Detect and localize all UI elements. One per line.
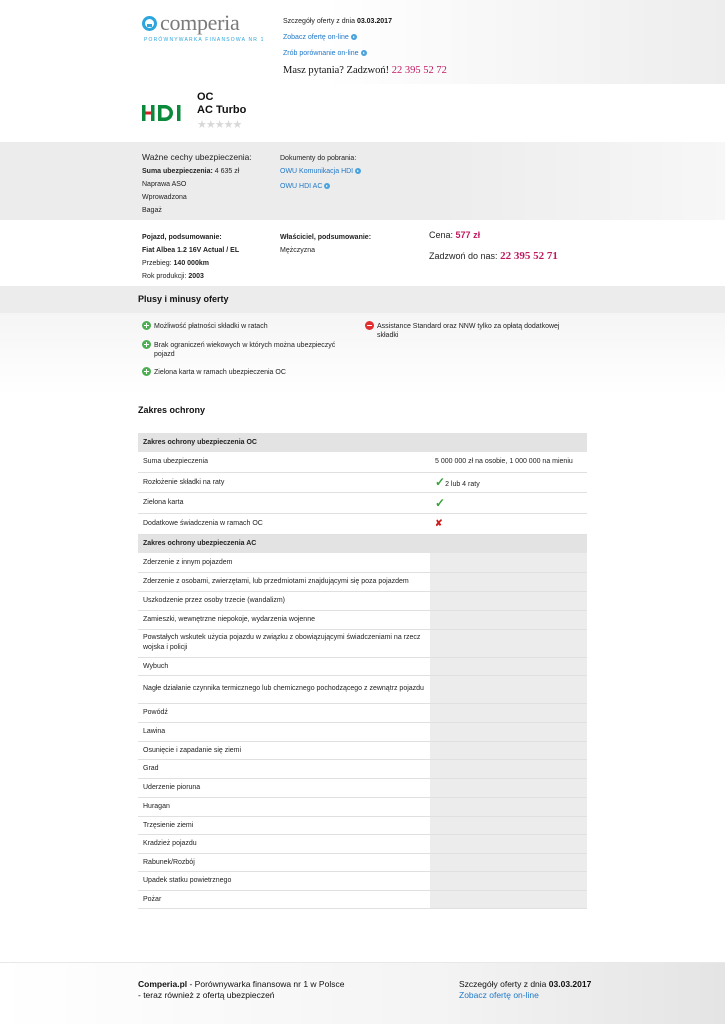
row-value-cell [430,553,587,572]
features-band [0,142,725,220]
row-label: Dodatkowe świadczenia w ramach OC [138,513,430,534]
row-value-cell [430,759,587,778]
offer-date: 03.03.2017 [356,18,392,25]
vehicle-model: Fiat Albea 1.2 16V Actual / EL [142,247,240,254]
footer-offer [459,979,591,1001]
question-text: Masz pytania? Zadzwoń! [283,65,390,76]
row-label: Lawina [138,722,430,741]
logo-tagline: PORÓWNYWARKA FINANSOWA NR 1 [144,37,265,43]
footer-brand: Comperia.pl [138,979,188,989]
footer-brand-text [138,979,344,1001]
oc-header-row [138,433,587,452]
table-row [138,741,587,759]
call-line [429,250,558,262]
key-features [142,152,252,217]
row-value-cell [430,797,587,816]
plus-icon [142,367,151,376]
star-icon: ★ [197,119,206,131]
call-phone-number[interactable]: 22 395 52 71 [500,250,558,262]
row-label: Zielona karta [138,492,430,513]
vehicle-title: Pojazd, podsumowanie: [142,234,222,241]
row-value-cell [430,675,587,703]
ac-header: Zakres ochrony ubezpieczenia AC [138,534,587,553]
row-value-cell [430,816,587,834]
price-box [429,230,558,262]
pro-item [142,368,352,377]
product-title [197,91,246,117]
pro-item [142,341,357,359]
footer-view-online-link[interactable]: Zobacz ofertę on-line [459,990,539,1000]
header-phone-line [283,65,447,76]
document-link[interactable]: OWU Komunikacja HDI [280,168,354,175]
table-row [138,472,587,492]
price-label: Cena: [429,230,454,240]
product-line-ac: AC Turbo [197,104,247,116]
call-label: Zadzwoń do nas: [429,251,498,261]
plus-icon [142,321,151,330]
documents-title: Dokumenty do pobrania: [280,155,357,162]
vehicle-year [142,270,239,283]
document-link[interactable]: OWU HDI AC [280,183,323,190]
pro-text: Możliwość płatności składki w ratach [154,323,268,330]
row-label: Zamieszki, wewnętrzne niepokoje, wydarzenia wojenne [138,610,430,629]
documents [280,152,361,193]
star-icon: ★ [232,119,242,131]
vehicle-mileage [142,257,239,270]
row-value-cell [430,890,587,908]
row-label: Uszkodzenie przez osoby trzecie (wandalizm) [138,591,430,610]
row-value-cell [430,629,587,657]
vehicle-summary [142,231,239,283]
table-row [138,492,587,513]
features-title: Ważne cechy ubezpieczenia: [142,152,252,162]
hdi-logo [142,104,184,122]
row-label: Rabunek/Rozbój [138,853,430,871]
year-label: Rok produkcji: [142,273,187,280]
rating-stars [197,118,241,131]
footer-offer-date: 03.03.2017 [548,979,592,989]
row-value: 5 000 000 zł na osobie, 1 000 000 na mieniu [430,452,587,472]
table-row [138,871,587,890]
pros-cons-title: Plusy i minusy oferty [138,294,229,304]
view-offer-online-link[interactable]: Zobacz ofertę on-line [283,34,349,41]
row-value-cell [430,657,587,675]
table-row [138,591,587,610]
owner-summary [280,231,371,257]
table-row [138,797,587,816]
check-icon: ✓ [435,495,446,510]
table-row [138,610,587,629]
row-label: Suma ubezpieczenia [138,452,430,472]
table-row [138,452,587,472]
header-info [283,14,447,76]
owner-title: Właściciel, podsumowanie: [280,234,372,241]
star-icon: ★ [223,119,233,131]
row-label: Rozłożenie składki na raty [138,472,430,492]
row-label: Uderzenie pioruna [138,778,430,797]
row-value-cell [430,741,587,759]
table-row [138,513,587,534]
arrow-circle-icon [351,34,357,40]
row-label: Pożar [138,890,430,908]
feature-item: Wprowadzona [142,194,187,201]
row-label: Upadek statku powietrznego [138,871,430,890]
row-value-cell [430,871,587,890]
row-value-cell [430,722,587,741]
table-row [138,722,587,741]
star-icon: ★ [214,119,224,131]
feature-item: Bagaż [142,207,162,214]
pros-cons-body [0,313,725,395]
con-text: Assistance Standard oraz NNW tylko za opłatą dodatkowej składki [377,323,560,339]
feature-item: Naprawa ASO [142,181,187,188]
mileage-label: Przebieg: [142,260,172,267]
table-row [138,890,587,908]
sum-insured [142,165,252,178]
row-label: Trzęsienie ziemi [138,816,430,834]
row-label: Powódź [138,703,430,722]
year-value: 2003 [188,273,204,280]
table-row [138,553,587,572]
row-value-cell [430,703,587,722]
table-row [138,657,587,675]
owner-value: Mężczyzna [280,247,316,254]
table-row [138,853,587,871]
price-line [429,230,558,240]
row-value: 2 lub 4 raty [445,481,480,488]
table-row [138,703,587,722]
page-footer [0,962,725,1024]
row-label: Huragan [138,797,430,816]
table-row [138,778,587,797]
row-value-cell [430,513,587,534]
row-label: Osunięcie i zapadanie się ziemi [138,741,430,759]
row-value-cell [430,853,587,871]
table-row [138,629,587,657]
mileage-value: 140 000km [173,260,209,267]
pro-text: Brak ograniczeń wiekowych w których można ubezpieczyć pojazd [154,342,336,358]
table-row [138,572,587,591]
header-phone-number[interactable]: 22 395 52 72 [391,65,447,76]
row-label: Nagłe działanie czynnika termicznego lub chemicznego pochodzącego z zewnątrz pojazdu [138,675,430,703]
row-label: Zderzenie z innym pojazdem [138,553,430,572]
product-section [0,84,725,142]
logo-text: comperia [160,10,240,35]
product-line-oc: OC [197,91,214,103]
pro-item [142,322,352,331]
offer-date-prefix: Szczegóły oferty z dnia [283,18,355,25]
row-value-cell [430,492,587,513]
table-row [138,834,587,853]
cross-icon: ✘ [435,518,443,528]
footer-line1: - Porównywarka finansowa nr 1 w Polsce [187,979,345,989]
row-label: Powstałych wskutek użycia pojazdu w związku z obowiązującymi świadczeniami na rzecz wojska i policji [138,629,430,657]
plus-icon [142,340,151,349]
coverage-title: Zakres ochrony [138,405,206,415]
oc-header: Zakres ochrony ubezpieczenia OC [138,433,587,452]
row-label: Wybuch [138,657,430,675]
comperia-logo[interactable] [142,11,265,43]
table-row [138,759,587,778]
con-item [365,322,580,340]
ac-header-row [138,534,587,553]
row-value-cell [430,591,587,610]
table-row [138,816,587,834]
arrow-circle-icon [355,168,361,174]
pros-cons-header [0,286,725,313]
offer-date-line [283,14,447,30]
check-icon: ✓ [435,475,446,489]
arrow-circle-icon [361,50,367,56]
row-label: Grad [138,759,430,778]
sum-value: 4 635 zł [214,168,240,175]
row-value-cell [430,778,587,797]
row-label: Kradzież pojazdu [138,834,430,853]
row-value-cell [430,472,587,492]
row-value-cell [430,610,587,629]
coverage-table [138,433,587,909]
pro-text: Zielona karta w ramach ubezpieczenia OC [154,369,286,376]
arrow-circle-icon [324,183,330,189]
sum-label: Suma ubezpieczenia: [142,168,213,175]
row-value-cell [430,834,587,853]
row-value-cell [430,572,587,591]
row-label: Zderzenie z osobami, zwierzętami, lub przedmiotami znajdującymi się poza pojazdem [138,572,430,591]
star-icon: ★ [205,119,215,131]
footer-line2: - teraz również z ofertą ubezpieczeń [138,990,275,1000]
minus-icon [365,321,374,330]
compare-online-link[interactable]: Zrób porównanie on-line [283,50,359,57]
footer-offer-prefix: Szczegóły oferty z dnia [459,979,547,989]
logo-ring-icon [142,16,157,31]
table-row [138,675,587,703]
price-value: 577 zł [455,230,481,240]
